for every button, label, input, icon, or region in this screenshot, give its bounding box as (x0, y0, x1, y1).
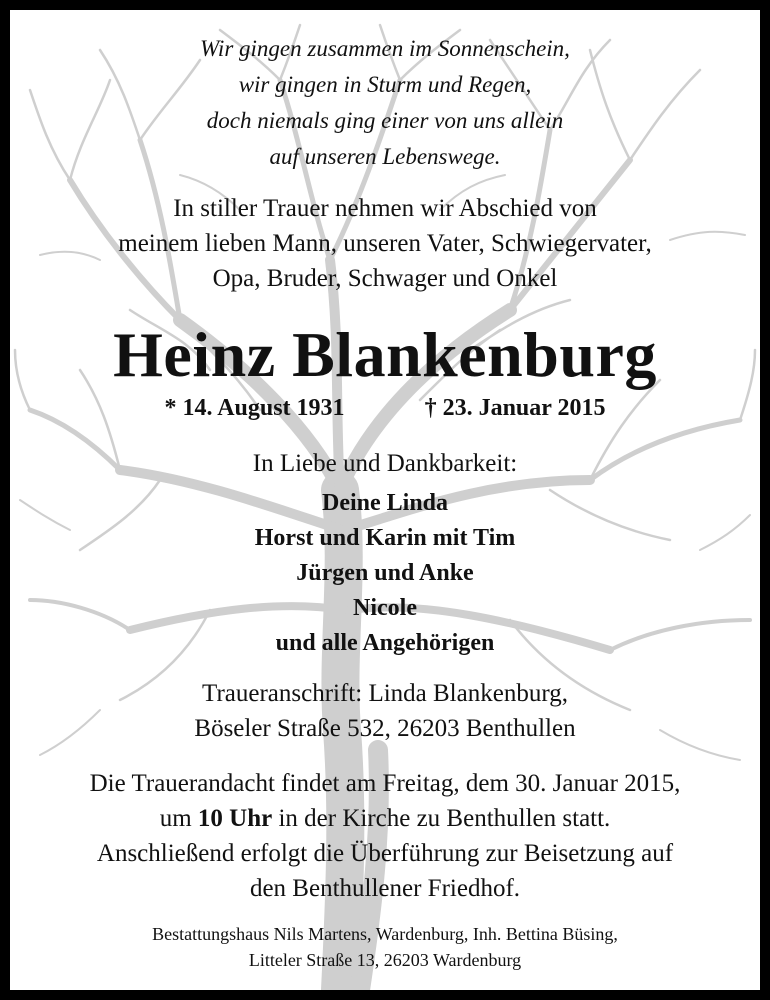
poem-line: Wir gingen zusammen im Sonnenschein, (200, 36, 570, 61)
service-line: Die Trauerandacht findet am Freitag, dem 30. Januar 2015, (89, 770, 681, 797)
family-member: Nicole (353, 595, 417, 621)
intro-line: In stiller Trauer nehmen wir Abschied von (173, 195, 597, 222)
obituary-content (10, 10, 760, 990)
undertaker-line: Litteler Straße 13, 26203 Wardenburg (248, 950, 522, 970)
service-line (10, 805, 760, 833)
poem-line: wir gingen in Sturm und Regen, (238, 72, 532, 97)
service-line: Anschließend erfolgt die Überführung zur Beisetzung auf (96, 840, 674, 867)
intro-line: meinem lieben Mann, unseren Vater, Schwiegervater, (118, 230, 652, 257)
birth-date: * 14. August 1931 (164, 395, 345, 421)
family-member: Jürgen und Anke (296, 560, 474, 586)
address-line: Traueranschrift: Linda Blankenburg, (202, 680, 568, 707)
family-member: Horst und Karin mit Tim (254, 525, 516, 551)
life-dates (10, 395, 760, 422)
address-line: Böseler Straße 532, 26203 Benthullen (194, 715, 576, 742)
deceased-name: Heinz Blankenburg (113, 319, 657, 390)
poem-line: auf unseren Lebenswege. (269, 144, 501, 169)
service-text: um (159, 805, 198, 832)
family-member: Deine Linda (321, 490, 449, 516)
undertaker-line: Bestattungshaus Nils Martens, Wardenburg, Inh. Bettina Büsing, (152, 924, 618, 944)
service-time: 10 Uhr (197, 805, 273, 832)
family-member: und alle Angehörigen (275, 630, 495, 656)
intro-line: Opa, Bruder, Schwager und Onkel (212, 265, 558, 292)
poem-line: doch niemals ging einer von uns allein (206, 108, 564, 133)
death-date: † 23. Januar 2015 (424, 395, 606, 421)
service-text: in der Kirche zu Benthullen statt. (272, 805, 611, 832)
gratitude-line: In Liebe und Dankbarkeit: (252, 450, 518, 477)
service-line: den Benthullener Friedhof. (249, 875, 521, 902)
